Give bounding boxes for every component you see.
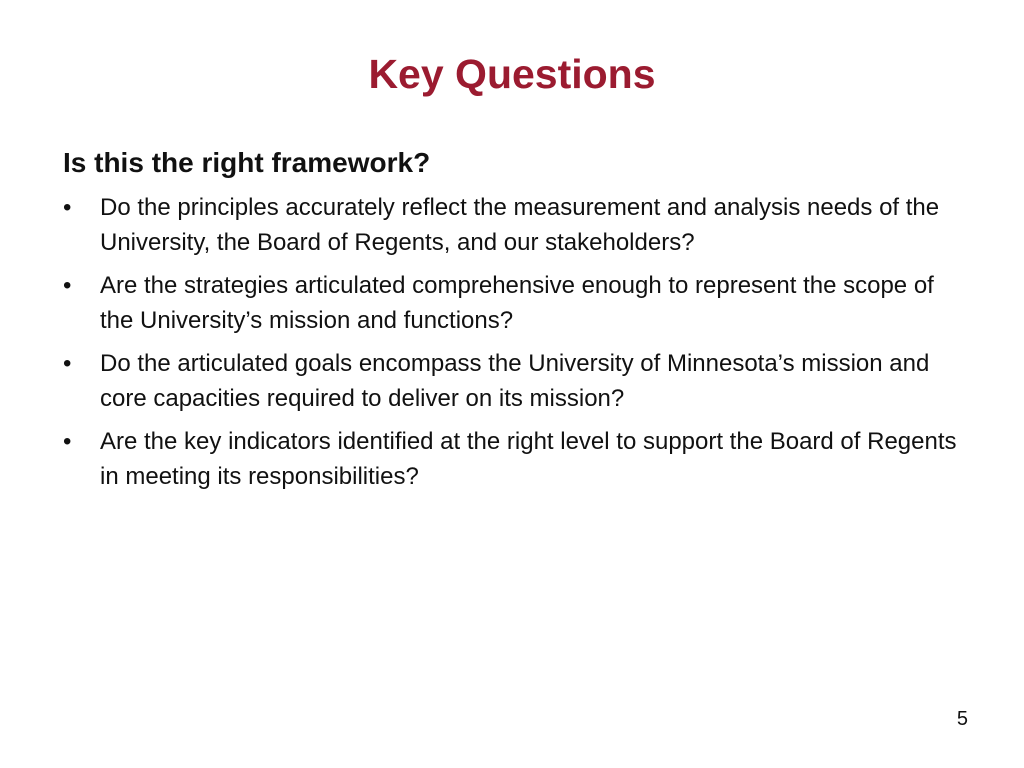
bullet-marker: • — [63, 428, 72, 455]
bullet-marker: • — [63, 272, 72, 299]
bullet-text: Do the principles accurately reflect the measurement and analysis needs of the University, the Board of Regents, and our stakeholders? — [100, 194, 940, 256]
bullet-item-indicators — [63, 424, 963, 494]
bullet-marker: • — [63, 194, 72, 221]
bullet-item-goals — [63, 346, 963, 416]
bullet-list — [63, 190, 963, 502]
page-number: 5 — [956, 708, 968, 730]
bullet-text: Are the strategies articulated comprehensive enough to represent the scope of the University’s mission and functions? — [100, 272, 934, 334]
bullet-marker: • — [63, 350, 72, 377]
bullet-text: Are the key indicators identified at the right level to support the Board of Regents in meeting its responsibilities? — [100, 428, 957, 490]
bullet-text: Do the articulated goals encompass the University of Minnesota’s mission and core capacities required to deliver on its mission? — [100, 350, 930, 412]
section-heading: Is this the right framework? — [63, 147, 431, 178]
bullet-item-principles — [63, 190, 963, 260]
bullet-item-strategies — [63, 268, 963, 338]
slide-title: Key Questions — [368, 51, 656, 97]
